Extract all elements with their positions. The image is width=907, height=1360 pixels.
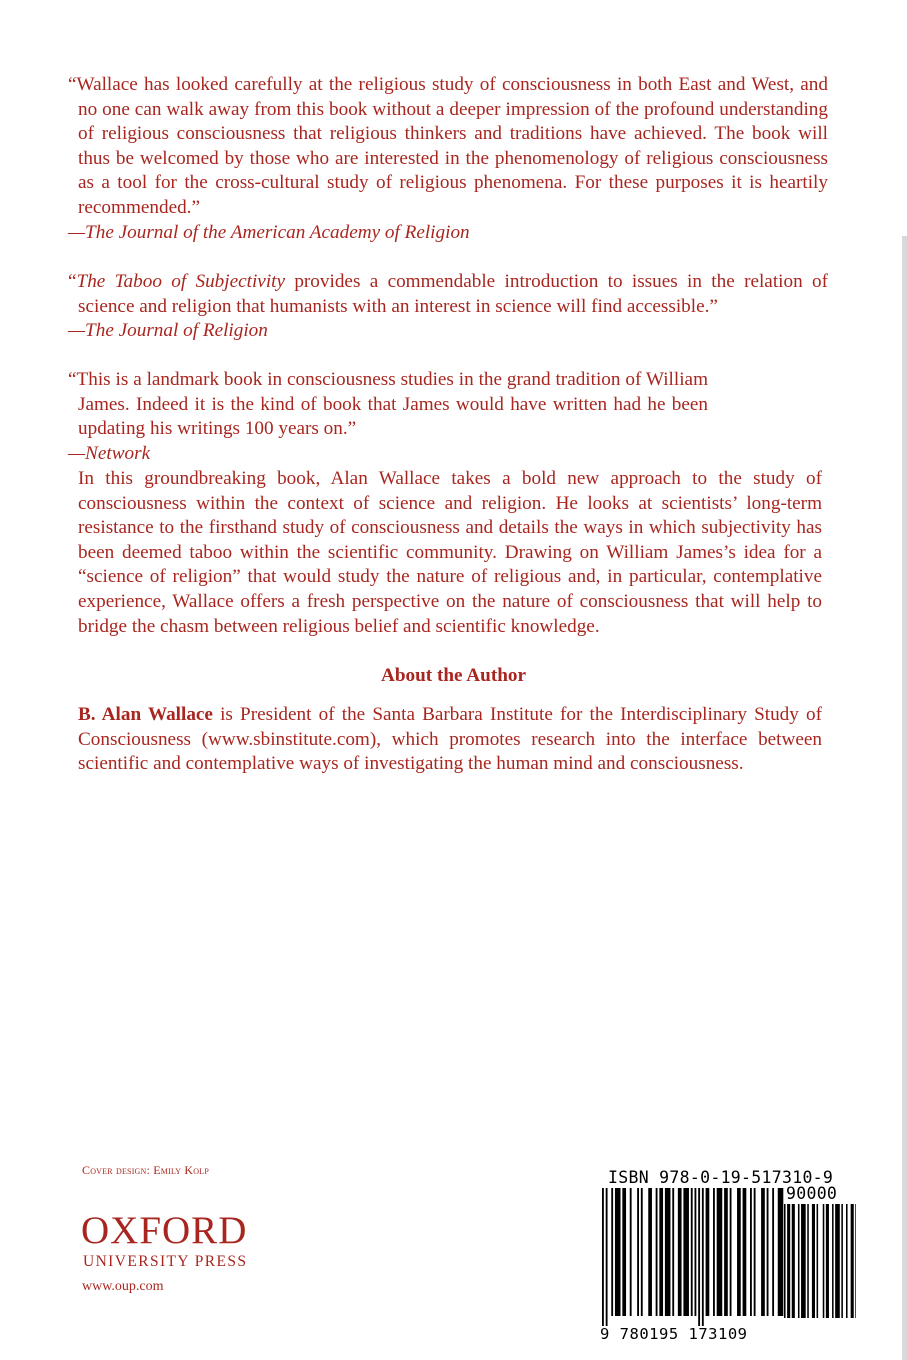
barcode-bar bbox=[717, 1188, 723, 1316]
barcode-bar bbox=[656, 1188, 658, 1316]
barcode-bar bbox=[672, 1188, 674, 1316]
review-quote-2-source: —The Journal of Religion bbox=[68, 320, 268, 342]
barcode-bar bbox=[698, 1188, 700, 1326]
barcode-bar bbox=[665, 1188, 671, 1316]
review-quote-1-text: “Wallace has looked carefully at the religious study of consciousness in both East and West, and no one can walk away from this book without a deeper impression of the profound understanding of religious consciousness that religious thinkers and traditions have achieved. The book will thus be welcomed by those who are interested in the phenomenology of religious consciousness as a tool for the cross-cultural study of religious phenomena. For these purposes it is heartily recommended.” bbox=[68, 74, 828, 218]
barcode-bar bbox=[832, 1204, 834, 1318]
review-quote-3-source: —Network bbox=[68, 442, 151, 464]
review-quote-2 bbox=[68, 270, 828, 344]
author-name: B. Alan Wallace bbox=[78, 704, 213, 725]
barcode-bar bbox=[798, 1204, 800, 1318]
publisher-url[interactable]: www.oup.com bbox=[82, 1279, 164, 1294]
price-code: 90000 bbox=[786, 1184, 838, 1203]
barcode-bar bbox=[812, 1204, 815, 1318]
barcode-bar bbox=[695, 1188, 697, 1316]
barcode-bar bbox=[750, 1188, 752, 1316]
barcode-bar bbox=[767, 1188, 769, 1316]
cover-design-credit: Cover design: Emily Kolp bbox=[82, 1163, 209, 1177]
barcode-bar bbox=[637, 1188, 639, 1316]
barcode-bar bbox=[691, 1188, 693, 1316]
barcode-bar bbox=[724, 1188, 728, 1316]
barcode-bar bbox=[630, 1188, 632, 1316]
author-bio bbox=[78, 703, 822, 777]
barcode-bar bbox=[713, 1188, 715, 1316]
barcode-bar bbox=[826, 1204, 829, 1318]
barcode-bar bbox=[823, 1204, 825, 1318]
review-quote-3-text: “This is a landmark book in consciousness studies in the grand tradition of William James. Indeed it is the kind of book that James would have written had he been updating his writings 100 years on.” bbox=[68, 369, 708, 440]
barcode-bar bbox=[855, 1204, 856, 1318]
about-author-heading: About the Author bbox=[381, 665, 526, 686]
author-bio-text: is President of the Santa Barbara Institute for the Interdisciplinary Study of Consciousness (www.sbinstitute.com), which promotes research into the interface between scientific and contemplative ways of investigating the human mind and consciousness. bbox=[78, 704, 822, 775]
isbn-number: ISBN 978-0-19-517310-9 bbox=[608, 1168, 834, 1187]
review-quote-3 bbox=[68, 368, 828, 464]
barcode-bar bbox=[792, 1204, 795, 1318]
barcode-bar bbox=[807, 1204, 809, 1318]
barcode-bar bbox=[678, 1188, 682, 1316]
barcode-bar bbox=[706, 1188, 710, 1316]
barcode-bar bbox=[648, 1188, 652, 1316]
ean-barcode-bars bbox=[602, 1188, 784, 1328]
oxford-logo: OXFORD bbox=[81, 1209, 248, 1252]
barcode-bar bbox=[754, 1188, 756, 1316]
review-quote-2-text bbox=[68, 270, 828, 319]
barcode-bar bbox=[787, 1204, 790, 1318]
barcode-bar bbox=[611, 1188, 613, 1316]
university-press-label: UNIVERSITY PRESS bbox=[83, 1253, 248, 1270]
barcode-bar bbox=[841, 1204, 843, 1318]
price-barcode-bars bbox=[784, 1204, 856, 1328]
barcode-bar bbox=[622, 1188, 626, 1316]
barcode-bar bbox=[846, 1204, 848, 1318]
barcode-bar bbox=[602, 1188, 604, 1326]
barcode-bar bbox=[851, 1204, 854, 1318]
barcode-bar bbox=[702, 1188, 704, 1326]
barcode-digits: 9 780195 173109 bbox=[600, 1325, 748, 1343]
barcode-bar bbox=[835, 1204, 840, 1318]
barcode-bar bbox=[784, 1204, 786, 1318]
review-quote-2-body: provides a commendable introduction to issues in the relation of science and religion that humanists with an interest in science will find accessible.” bbox=[78, 271, 828, 317]
barcode-bar bbox=[606, 1188, 608, 1326]
barcode-bar bbox=[615, 1188, 621, 1316]
barcode-bar bbox=[801, 1204, 806, 1318]
review-quote-2-open-quote: “ bbox=[68, 271, 77, 292]
barcode-bar bbox=[641, 1188, 643, 1316]
barcode-bar bbox=[817, 1204, 819, 1318]
barcode-bar bbox=[743, 1188, 747, 1316]
barcode-bar bbox=[778, 1188, 784, 1316]
book-title: The Taboo of Subjectivity bbox=[76, 271, 285, 292]
barcode-bar bbox=[772, 1188, 774, 1316]
barcode-bar bbox=[761, 1188, 765, 1316]
isbn-barcode bbox=[600, 1168, 862, 1348]
barcode-bar bbox=[659, 1188, 663, 1316]
barcode-bar bbox=[737, 1188, 741, 1316]
review-quote-1-source: —The Journal of the American Academy of Religion bbox=[68, 221, 470, 243]
review-quote-1 bbox=[68, 73, 828, 245]
barcode-bar bbox=[683, 1188, 689, 1316]
barcode-bar bbox=[730, 1188, 732, 1316]
book-description: In this groundbreaking book, Alan Wallace takes a bold new approach to the study of consciousness within the context of science and religion. He looks at scientists’ long-term resistance to the firsthand study of consciousness and details the ways in which subjectivity has been deemed taboo within the scientific community. Drawing on William James’s idea for a “science of religion” that would study the nature of religious and, in particular, contemplative experience, Wallace offers a fresh perspective on the nature of consciousness that will help to bridge the chasm between religious belief and scientific knowledge. bbox=[78, 468, 822, 637]
